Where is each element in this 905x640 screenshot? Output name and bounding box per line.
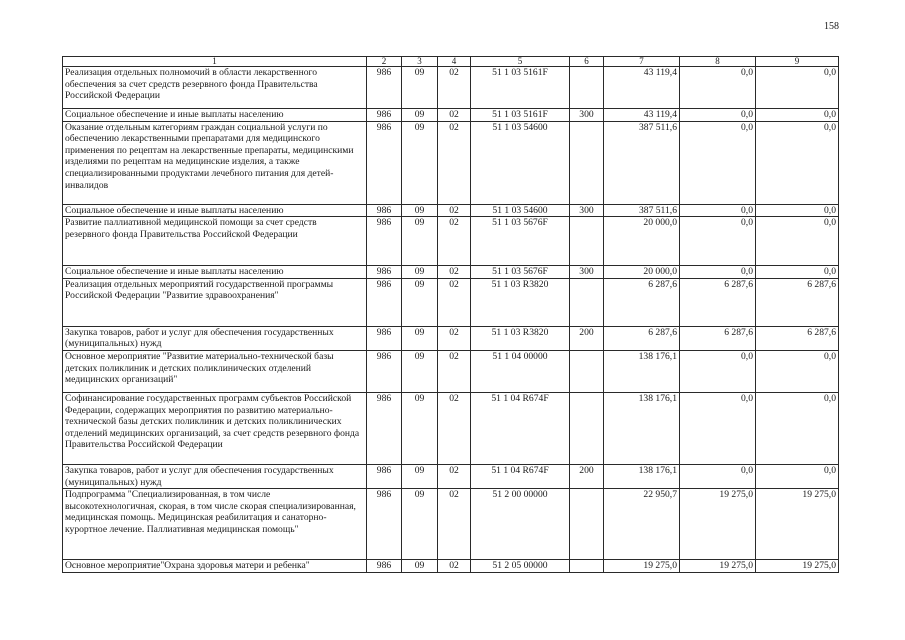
row-value-cell: 986 (367, 326, 402, 350)
row-value-cell: 02 (438, 121, 471, 204)
row-value-cell: 02 (438, 464, 471, 488)
row-value-cell: 0,0 (756, 392, 839, 464)
table-row (63, 278, 839, 326)
row-value-cell: 6 287,6 (680, 326, 756, 350)
table-row (63, 109, 839, 122)
row-value-cell: 300 (570, 204, 604, 217)
row-value-cell: 6 287,6 (604, 326, 680, 350)
budget-table (62, 56, 839, 573)
row-value-cell: 09 (402, 217, 438, 266)
row-value-cell (570, 217, 604, 266)
row-value-cell: 986 (367, 350, 402, 392)
row-value-cell: 986 (367, 560, 402, 573)
row-value-cell: 0,0 (756, 109, 839, 122)
row-value-cell: 02 (438, 326, 471, 350)
row-value-cell: 0,0 (680, 67, 756, 109)
row-value-cell: 51 1 03 5676F (471, 217, 570, 266)
row-value-cell: 02 (438, 278, 471, 326)
row-value-cell (570, 278, 604, 326)
page-number: 158 (824, 21, 839, 32)
table-row (63, 67, 839, 109)
row-value-cell: 51 1 03 R3820 (471, 326, 570, 350)
table-row (63, 266, 839, 279)
row-value-cell: 02 (438, 217, 471, 266)
row-value-cell: 300 (570, 266, 604, 279)
row-value-cell: 0,0 (680, 392, 756, 464)
row-value-cell: 09 (402, 121, 438, 204)
row-value-cell: 0,0 (680, 266, 756, 279)
row-value-cell: 51 1 04 R674F (471, 464, 570, 488)
row-value-cell: 387 511,6 (604, 121, 680, 204)
row-value-cell: 138 176,1 (604, 464, 680, 488)
row-value-cell: 0,0 (680, 121, 756, 204)
row-value-cell: 6 287,6 (756, 278, 839, 326)
row-value-cell (570, 350, 604, 392)
row-name-cell: Социальное обеспечение и иные выплаты населению (63, 204, 367, 217)
row-value-cell: 200 (570, 464, 604, 488)
row-value-cell: 51 2 00 00000 (471, 489, 570, 560)
row-value-cell: 02 (438, 204, 471, 217)
row-value-cell: 51 1 03 R3820 (471, 278, 570, 326)
table-row (63, 350, 839, 392)
row-value-cell: 19 275,0 (604, 560, 680, 573)
row-name-cell: Социальное обеспечение и иные выплаты населению (63, 266, 367, 279)
table-row (63, 464, 839, 488)
row-value-cell: 986 (367, 217, 402, 266)
row-value-cell: 19 275,0 (756, 560, 839, 573)
row-value-cell: 200 (570, 326, 604, 350)
header-cell: 6 (570, 57, 604, 67)
table-row (63, 326, 839, 350)
row-name-cell: Закупка товаров, работ и услуг для обеспечения государственных (муниципальных) нужд (63, 464, 367, 488)
header-cell: 5 (471, 57, 570, 67)
table-row (63, 392, 839, 464)
row-value-cell: 986 (367, 121, 402, 204)
row-value-cell: 09 (402, 464, 438, 488)
row-name-cell: Закупка товаров, работ и услуг для обеспечения государственных (муниципальных) нужд (63, 326, 367, 350)
row-value-cell (570, 67, 604, 109)
header-row (63, 57, 839, 67)
row-value-cell: 09 (402, 350, 438, 392)
row-value-cell: 986 (367, 464, 402, 488)
row-name-cell: Основное мероприятие"Охрана здоровья матери и ребенка" (63, 560, 367, 573)
row-value-cell: 0,0 (756, 350, 839, 392)
row-value-cell: 09 (402, 204, 438, 217)
row-value-cell: 19 275,0 (680, 560, 756, 573)
table-row (63, 204, 839, 217)
header-cell: 8 (680, 57, 756, 67)
row-value-cell: 0,0 (680, 109, 756, 122)
header-cell: 9 (756, 57, 839, 67)
row-value-cell: 0,0 (756, 204, 839, 217)
row-value-cell: 02 (438, 560, 471, 573)
row-value-cell: 0,0 (756, 67, 839, 109)
row-name-cell: Подпрограмма "Специализированная, в том числе высокотехнологичная, скорая, в том числе скорая специализированная, медицинская помощь. Медицинская реабилитация и санаторно-курортное лечение. Паллиативная медицинская помощь" (63, 489, 367, 560)
header-cell: 7 (604, 57, 680, 67)
row-value-cell: 09 (402, 560, 438, 573)
row-value-cell (570, 489, 604, 560)
row-value-cell: 300 (570, 109, 604, 122)
row-value-cell: 19 275,0 (756, 489, 839, 560)
row-value-cell: 09 (402, 392, 438, 464)
row-value-cell: 09 (402, 67, 438, 109)
row-value-cell: 22 950,7 (604, 489, 680, 560)
row-value-cell: 0,0 (756, 217, 839, 266)
row-name-cell: Софинансирование государственных программ субъектов Российской Федерации, содержащих мероприятия по развитию материально-технической базы детских поликлиник и детских поликлинических отделений медицинских организаций, за счет средств резервного фонда Правительства Российской Федерации (63, 392, 367, 464)
row-value-cell: 986 (367, 109, 402, 122)
row-value-cell: 20 000,0 (604, 266, 680, 279)
row-value-cell: 986 (367, 67, 402, 109)
row-value-cell: 0,0 (756, 464, 839, 488)
row-name-cell: Развитие паллиативной медицинской помощи за счет средств резервного фонда Правительства Российской Федерации (63, 217, 367, 266)
row-value-cell: 02 (438, 109, 471, 122)
row-value-cell: 986 (367, 266, 402, 279)
row-value-cell: 0,0 (680, 204, 756, 217)
row-value-cell: 51 1 03 54600 (471, 204, 570, 217)
row-value-cell: 51 1 03 5161F (471, 67, 570, 109)
row-value-cell: 986 (367, 489, 402, 560)
row-value-cell: 51 2 05 00000 (471, 560, 570, 573)
row-value-cell: 986 (367, 392, 402, 464)
row-value-cell: 43 119,4 (604, 67, 680, 109)
row-value-cell: 51 1 04 R674F (471, 392, 570, 464)
row-value-cell: 09 (402, 266, 438, 279)
row-value-cell: 51 1 03 5676F (471, 266, 570, 279)
row-name-cell: Основное мероприятие "Развитие материально-технической базы детских поликлиник и детских поликлинических отделений медицинских организаций" (63, 350, 367, 392)
row-value-cell: 19 275,0 (680, 489, 756, 560)
row-value-cell: 0,0 (680, 350, 756, 392)
header-cell: 3 (402, 57, 438, 67)
row-value-cell: 02 (438, 266, 471, 279)
row-value-cell: 0,0 (680, 464, 756, 488)
header-cell: 2 (367, 57, 402, 67)
row-value-cell: 138 176,1 (604, 350, 680, 392)
row-value-cell: 6 287,6 (756, 326, 839, 350)
row-value-cell: 6 287,6 (680, 278, 756, 326)
row-value-cell: 0,0 (756, 266, 839, 279)
header-cell: 1 (63, 57, 367, 67)
row-value-cell: 51 1 03 5161F (471, 109, 570, 122)
row-value-cell: 02 (438, 350, 471, 392)
row-value-cell: 02 (438, 67, 471, 109)
row-value-cell: 20 000,0 (604, 217, 680, 266)
row-value-cell: 51 1 03 54600 (471, 121, 570, 204)
row-value-cell (570, 560, 604, 573)
row-value-cell: 09 (402, 326, 438, 350)
row-value-cell: 43 119,4 (604, 109, 680, 122)
row-value-cell: 09 (402, 489, 438, 560)
row-value-cell (570, 392, 604, 464)
row-value-cell: 02 (438, 392, 471, 464)
row-value-cell: 986 (367, 278, 402, 326)
row-name-cell: Реализация отдельных полномочий в области лекарственного обеспечения за счет средств резервного фонда Правительства Российской Федерации (63, 67, 367, 109)
row-value-cell: 6 287,6 (604, 278, 680, 326)
table-row (63, 217, 839, 266)
table-row (63, 121, 839, 204)
row-value-cell: 0,0 (680, 217, 756, 266)
row-value-cell: 0,0 (756, 121, 839, 204)
table-row (63, 560, 839, 573)
row-name-cell: Реализация отдельных мероприятий государственной программы Российской Федерации "Развитие здравоохранения" (63, 278, 367, 326)
row-name-cell: Оказание отдельным категориям граждан социальной услуги по обеспечению лекарственными препаратами для медицинского применения по рецептам на лекарственные препараты, медицинскими изделиями по рецептам на медицинские изделия, а также специализированными продуктами лечебного питания для детей-инвалидов (63, 121, 367, 204)
row-name-cell: Социальное обеспечение и иные выплаты населению (63, 109, 367, 122)
row-value-cell (570, 121, 604, 204)
row-value-cell: 138 176,1 (604, 392, 680, 464)
row-value-cell: 09 (402, 278, 438, 326)
row-value-cell: 986 (367, 204, 402, 217)
row-value-cell: 02 (438, 489, 471, 560)
row-value-cell: 387 511,6 (604, 204, 680, 217)
row-value-cell: 09 (402, 109, 438, 122)
header-cell: 4 (438, 57, 471, 67)
table-row (63, 489, 839, 560)
row-value-cell: 51 1 04 00000 (471, 350, 570, 392)
